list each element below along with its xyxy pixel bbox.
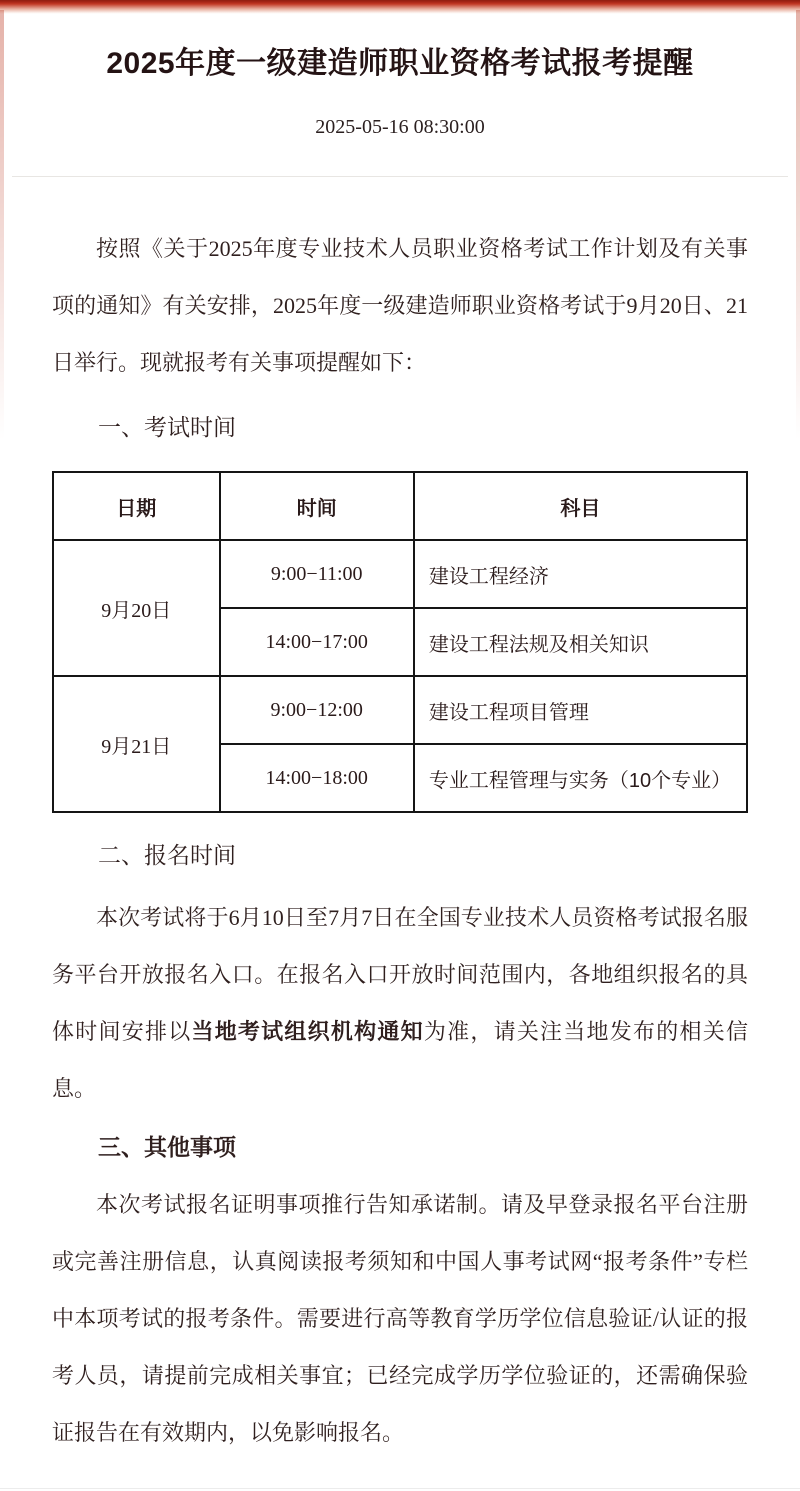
time-cell: 14:00−18:00	[220, 744, 414, 812]
publish-timestamp: 2025-05-16 08:30:00	[315, 116, 485, 138]
header-subject: 科目	[414, 472, 747, 540]
table-row	[53, 676, 747, 744]
bottom-divider	[0, 1488, 800, 1489]
time-cell: 9:00−12:00	[220, 676, 414, 744]
other-paragraph: 本次考试报名证明事项推行告知承诺制。请及早登录报名平台注册或完善注册信息，认真阅读报考须知和中国人事考试网“报考条件”专栏中本项考试的报考条件。需要进行高等教育学历学位信息验证/认证的报考人员，请提前完成相关事宜；已经完成学历学位验证的，还需确保验证报告在有效期内，以免影响报名。	[52, 1192, 748, 1445]
registration-text-bold: 当地考试组织机构通知	[191, 1019, 424, 1044]
intro-paragraph: 按照《关于2025年度专业技术人员职业资格考试工作计划及有关事项的通知》有关安排，2025年度一级建造师职业资格考试于9月20日、21日举行。现就报考有关事项提醒如下：	[52, 236, 748, 375]
table-row	[53, 540, 747, 608]
time-cell: 9:00−11:00	[220, 540, 414, 608]
subject-cell: 建设工程法规及相关知识	[414, 608, 747, 676]
subject-cell: 建设工程项目管理	[414, 676, 747, 744]
registration-paragraph	[52, 889, 748, 1117]
section-heading-other: 三、其他事项	[98, 1134, 236, 1160]
registration-text-pre: 本次考试将于6月10日至7月7日在全国专业技术人员资格考试报名服务平台开放报名入口。在报名入口开放时间范围内，各地组织报名的具体时间安排以	[52, 905, 748, 1044]
header-date: 日期	[53, 472, 220, 540]
subject-cell: 建设工程经济	[414, 540, 747, 608]
time-cell: 14:00−17:00	[220, 608, 414, 676]
date-cell: 9月21日	[53, 676, 220, 812]
subject-cell: 专业工程管理与实务（10个专业）	[414, 744, 747, 812]
header-divider	[12, 176, 788, 177]
section-heading-registration-time: 二、报名时间	[98, 842, 236, 868]
top-red-bar	[0, 0, 800, 14]
section-heading-exam-time: 一、考试时间	[98, 414, 236, 440]
page-title: 2025年度一级建造师职业资格考试报考提醒	[106, 47, 694, 80]
article-body	[0, 220, 800, 1461]
date-cell: 9月20日	[53, 540, 220, 676]
registration-text-post: 为准，请关注当地发布的相关信息。	[52, 1019, 748, 1101]
header-time: 时间	[220, 472, 414, 540]
table-header-row	[53, 472, 747, 540]
exam-schedule-table	[52, 471, 748, 813]
